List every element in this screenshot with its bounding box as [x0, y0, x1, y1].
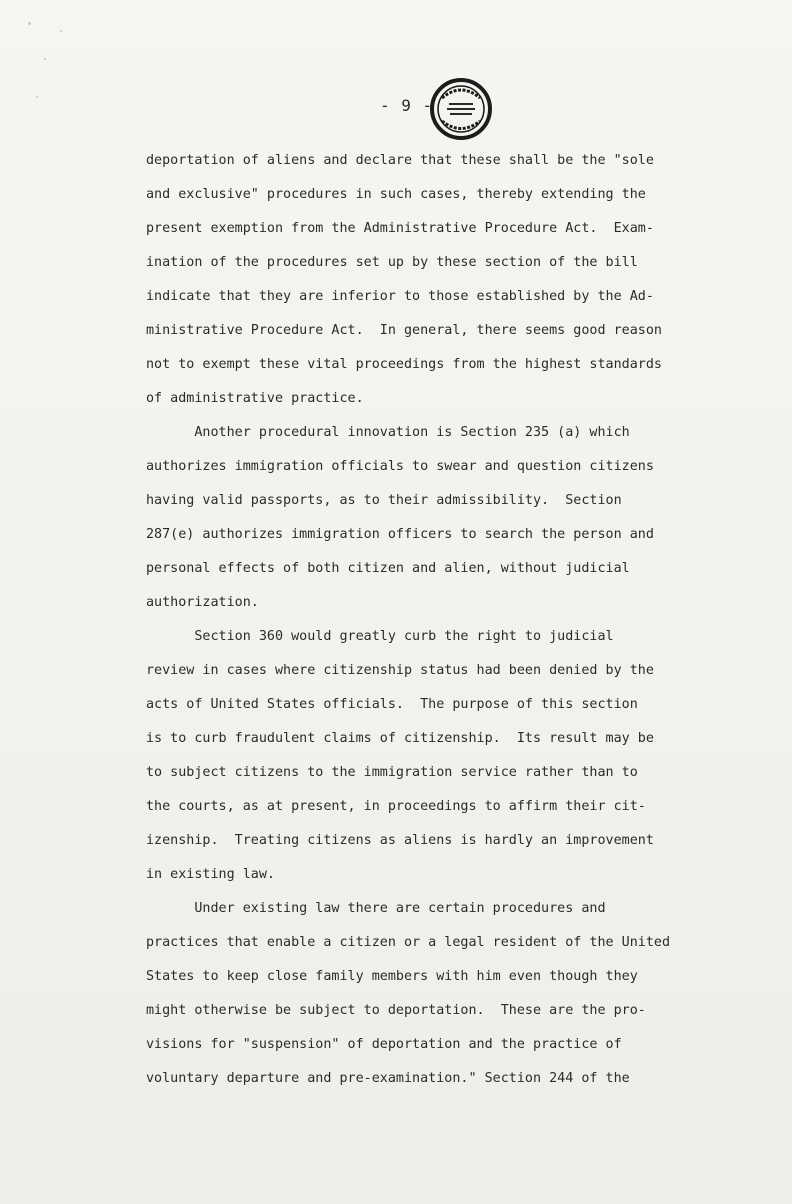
text-line: to subject citizens to the immigration service rather than to: [146, 765, 638, 780]
text-line: might otherwise be subject to deportation. These are the pro-: [146, 1003, 646, 1018]
page-number: - 9 -: [380, 96, 434, 115]
document-body: [146, 144, 671, 1096]
paper-speck: [28, 22, 31, 25]
text-line: in existing law.: [146, 867, 275, 882]
paper-speck: [44, 58, 46, 60]
text-line: authorization.: [146, 595, 259, 610]
text-line: Under existing law there are certain procedures and: [146, 901, 606, 916]
text-line: States to keep close family members with him even though they: [146, 969, 638, 984]
text-line: voluntary departure and pre-examination." Section 244 of the: [146, 1071, 630, 1086]
text-line: indicate that they are inferior to those established by the Ad-: [146, 289, 654, 304]
text-line: practices that enable a citizen or a legal resident of the United: [146, 935, 671, 950]
text-line: personal effects of both citizen and alien, without judicial: [146, 561, 630, 576]
text-line: ministrative Procedure Act. In general, there seems good reason: [146, 323, 662, 338]
paper-speck: [60, 30, 62, 32]
paragraph: [146, 416, 666, 620]
paper-speck: [36, 96, 38, 98]
text-line: and exclusive" procedures in such cases, thereby extending the: [146, 187, 646, 202]
text-line: deportation of aliens and declare that these shall be the "sole: [146, 153, 654, 168]
text-line: visions for "suspension" of deportation and the practice of: [146, 1037, 622, 1052]
text-line: review in cases where citizenship status had been denied by the: [146, 663, 654, 678]
text-line: acts of United States officials. The purpose of this section: [146, 697, 638, 712]
text-line: Section 360 would greatly curb the right to judicial: [146, 629, 614, 644]
text-line: of administrative practice.: [146, 391, 364, 406]
text-line: is to curb fraudulent claims of citizenship. Its result may be: [146, 731, 654, 746]
text-line: authorizes immigration officials to swear and question citizens: [146, 459, 654, 474]
text-line: ination of the procedures set up by these section of the bill: [146, 255, 638, 270]
text-line: having valid passports, as to their admissibility. Section: [146, 493, 622, 508]
text-line: 287(e) authorizes immigration officers to search the person and: [146, 527, 654, 542]
text-line: Another procedural innovation is Section 235 (a) which: [146, 425, 630, 440]
paragraph: [146, 144, 666, 416]
text-line: the courts, as at present, in proceedings to affirm their cit-: [146, 799, 646, 814]
paragraph: [146, 892, 671, 1096]
text-line: izenship. Treating citizens as aliens is hardly an improvement: [146, 833, 654, 848]
text-line: not to exempt these vital proceedings from the highest standards: [146, 357, 662, 372]
paragraph: [146, 620, 666, 892]
text-line: present exemption from the Administrative Procedure Act. Exam-: [146, 221, 654, 236]
archive-stamp-icon: [428, 76, 494, 142]
